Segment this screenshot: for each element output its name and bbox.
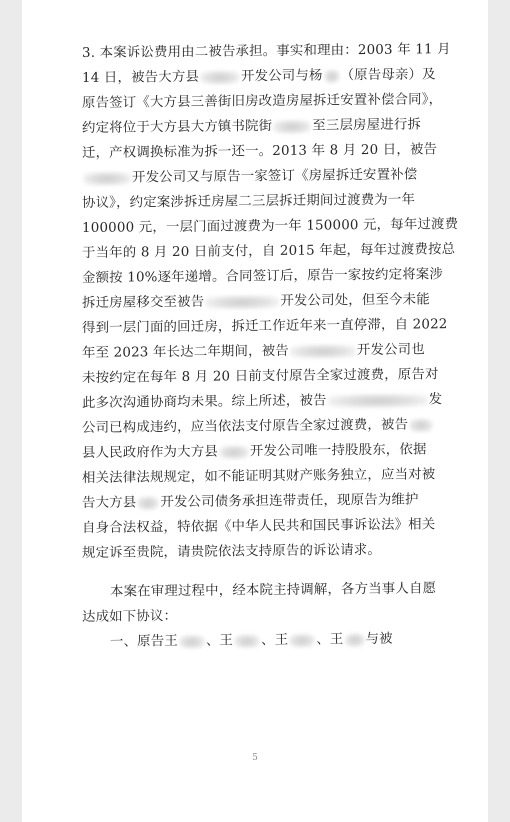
text-line: 于当年的 8 月 20 日前支付，自 2015 年起，每年过渡费按总 [82,242,456,261]
text-line: 一、原告王 、王 、王 、王 与被 [110,631,393,650]
text-line: 本案在审理过程中，经本院主持调解，各方当事人自愿 [110,581,437,600]
text-line: 原告签订《大方县三善街旧房改造房屋拆迁安置补偿合同》， [82,92,443,111]
document-body [82,37,460,655]
redaction-blur [137,496,159,510]
text-line: 未按约定在每年 8 月 20 日前支付原告全家过渡费，原告对 [82,367,439,386]
text-line: 约定将位于大方县大方镇书院街 至三层房屋进行拆 [82,117,422,136]
redaction-blur [289,633,315,647]
text-line: 此多次沟通协商均未果。综上所述，被告 发 [82,392,443,411]
text-line: 年至 2023 年长达二年期间，被告 开发公司也 [82,342,425,361]
text-line: 金额按 10%逐年递增。合同签订后，原告一家按约定将案涉 [82,267,443,286]
text-line: 14 日，被告大方县 开发公司与杨 （原告母亲）及 [82,67,436,86]
redaction-blur [83,171,131,186]
text-line: 公司已构成违约，应当依法支付原告全家过渡费，被告 [82,412,460,441]
redaction-blur [200,70,240,84]
redaction-blur [290,344,356,359]
text-line: 拆迁房屋移交至被告 开发公司处，但至今未能 [82,292,430,311]
text-line: 达成如下协议： [82,609,178,625]
redaction-blur [324,69,340,83]
text-line: 3. 本案诉讼费用由二被告承担。事实和理由：2003 年 11 月 [82,42,451,61]
redaction-blur [179,634,205,648]
document-page [22,0,488,822]
redaction-blur [234,634,260,648]
text-line: 相关法律法规规定，如不能证明其财产账务独立，应当对被 [82,467,436,486]
redaction-blur [328,393,428,408]
redaction-blur [205,294,279,309]
text-line: 县人民政府作为大方县 开发公司唯一持股股东，依据 [82,442,427,461]
text-line: 自身合法权益，特依据《中华人民共和国民事诉讼法》相关 [82,517,436,536]
text-line: 规定诉至贵院，请贵院依法支持原告的诉讼请求。 [82,542,381,561]
text-line: 迁，产权调换标准为拆一还一。2013 年 8 月 20 日，被告 [82,142,438,161]
redaction-blur [273,119,311,133]
text-line: 开发公司又与原告一家签订《房屋拆迁安置补偿 [82,162,460,191]
text-line: 协议》，约定案涉拆迁房屋二三层拆迁期间过渡费为一年 [82,192,416,211]
text-line: 告大方县 开发公司债务承担连带责任，现原告为维护 [82,492,419,511]
text-line: 100000 元，一层门面过渡费为一年 150000 元，每年过渡费 [82,217,459,236]
redaction-blur [409,418,433,432]
redaction-blur [219,445,249,459]
text-line: 得到一层门面的回迁房，拆迁工作近年来一直停滞，自 2022 [82,317,448,336]
page-number: 5 [252,753,258,763]
redaction-blur [345,633,365,647]
